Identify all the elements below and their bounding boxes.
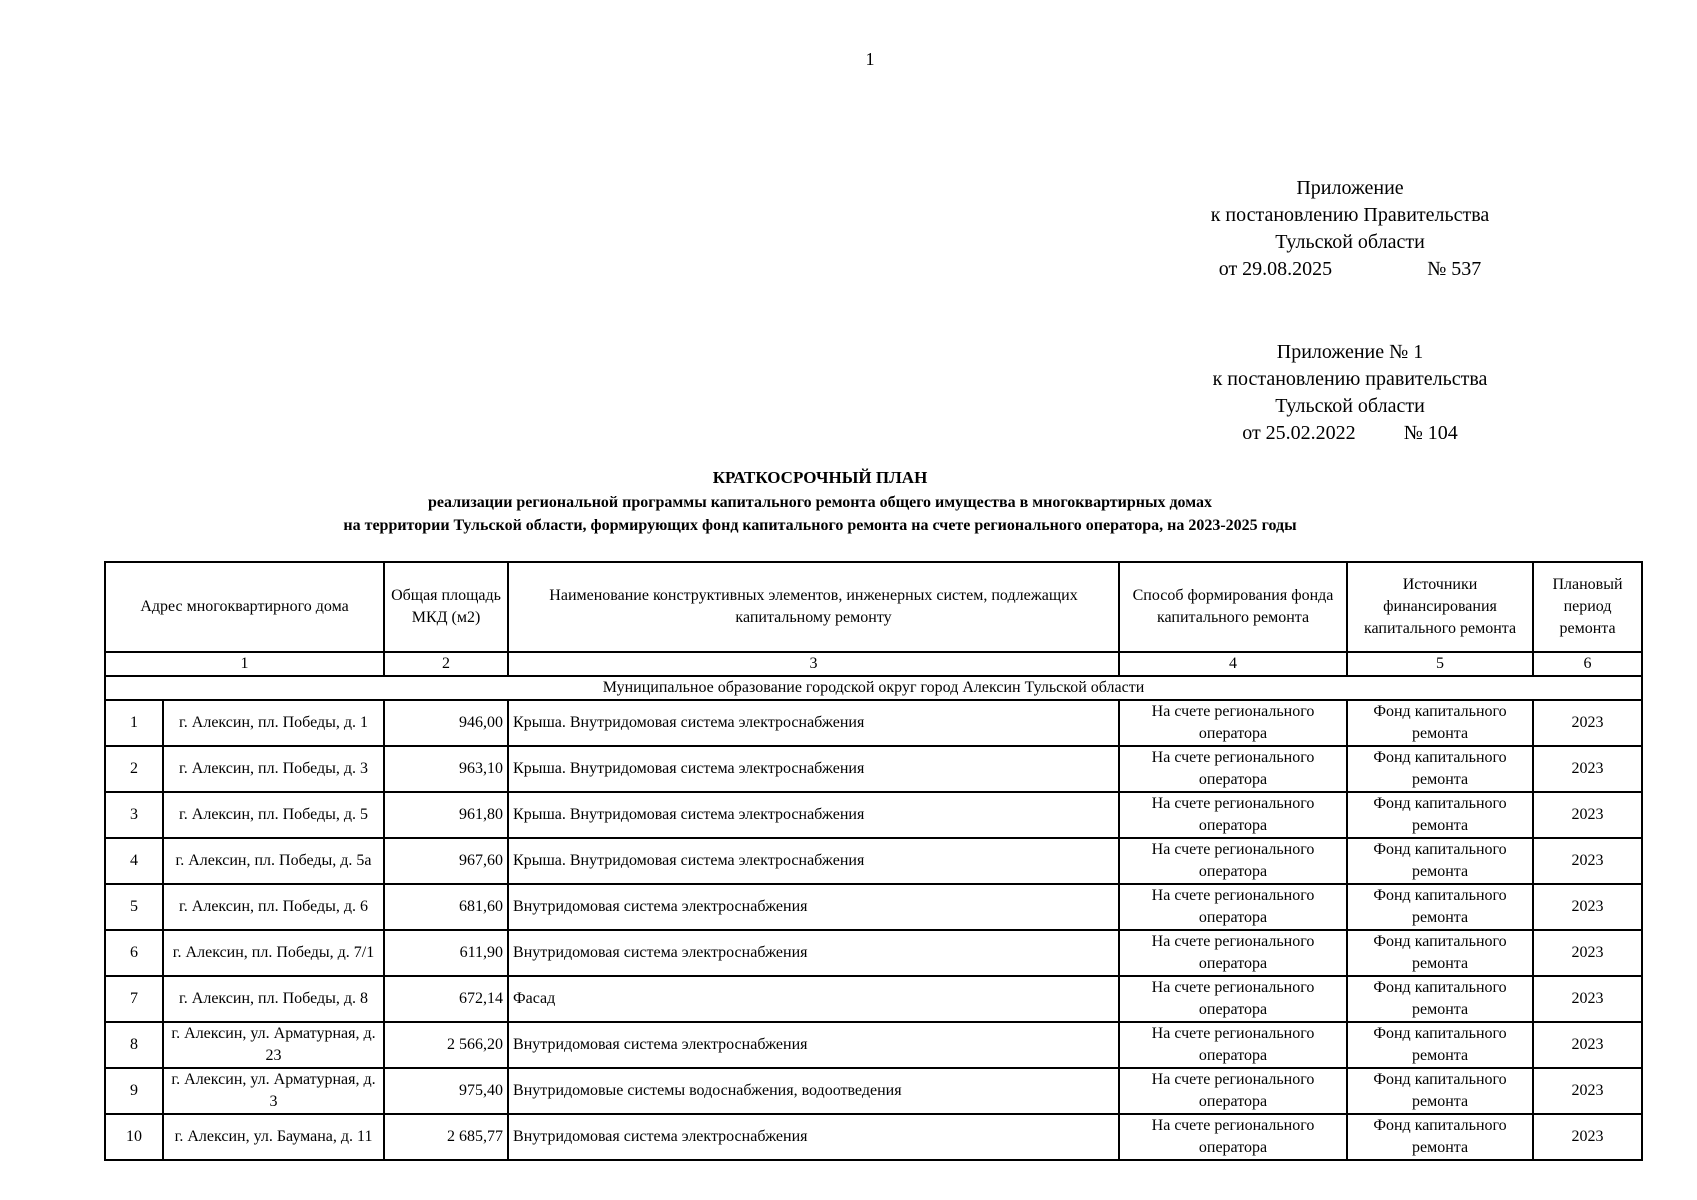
- table-row: [105, 700, 1642, 746]
- row-elements: Внутридомовая система электроснабжения: [508, 930, 1119, 976]
- row-method: На счете регионального оператора: [1119, 1068, 1347, 1114]
- page-number: 1: [865, 49, 875, 69]
- row-area: 961,80: [384, 792, 508, 838]
- table-row: [105, 976, 1642, 1022]
- annex-current-line2: к постановлению Правительства: [1210, 204, 1490, 226]
- annex-current-date: от 29.08.2025: [1218, 258, 1333, 280]
- row-number: 4: [105, 838, 163, 884]
- row-elements: Крыша. Внутридомовая система электроснабжения: [508, 700, 1119, 746]
- row-source: Фонд капитального ремонта: [1347, 976, 1533, 1022]
- row-number: 3: [105, 792, 163, 838]
- row-address: г. Алексин, ул. Арматурная, д. 3: [163, 1068, 384, 1114]
- table-row: [105, 930, 1642, 976]
- row-source: Фонд капитального ремонта: [1347, 746, 1533, 792]
- annex-current-line3: Тульской области: [1275, 231, 1425, 253]
- annex-original-dateline: [1180, 420, 1520, 447]
- row-method: На счете регионального оператора: [1119, 792, 1347, 838]
- column-number-row: [105, 652, 1642, 676]
- row-source: Фонд капитального ремонта: [1347, 792, 1533, 838]
- row-address: г. Алексин, пл. Победы, д. 8: [163, 976, 384, 1022]
- row-area: 2 566,20: [384, 1022, 508, 1068]
- document-subtitle-line2: на территории Тульской области, формирующих фонд капитального ремонта на счете регионального оператора, на 2023-2025 годы: [343, 517, 1297, 534]
- row-source: Фонд капитального ремонта: [1347, 1114, 1533, 1160]
- annex-current-number: № 537: [1427, 258, 1482, 280]
- row-address: г. Алексин, пл. Победы, д. 6: [163, 884, 384, 930]
- column-number: 2: [384, 652, 508, 676]
- row-source: Фонд капитального ремонта: [1347, 838, 1533, 884]
- row-method: На счете регионального оператора: [1119, 976, 1347, 1022]
- row-number: 6: [105, 930, 163, 976]
- annex-original-number: № 104: [1403, 422, 1458, 444]
- row-method: На счете регионального оператора: [1119, 884, 1347, 930]
- column-number: 4: [1119, 652, 1347, 676]
- row-area: 967,60: [384, 838, 508, 884]
- table-header-row: [105, 562, 1642, 652]
- row-elements: Внутридомовая система электроснабжения: [508, 1114, 1119, 1160]
- row-source: Фонд капитального ремонта: [1347, 1068, 1533, 1114]
- row-period: 2023: [1533, 1068, 1642, 1114]
- municipality-name: Муниципальное образование городской округ город Алексин Тульской области: [105, 676, 1642, 700]
- table-row: [105, 1114, 1642, 1160]
- row-number: 5: [105, 884, 163, 930]
- row-area: 672,14: [384, 976, 508, 1022]
- table-row: [105, 792, 1642, 838]
- row-address: г. Алексин, пл. Победы, д. 3: [163, 746, 384, 792]
- row-number: 2: [105, 746, 163, 792]
- header-address: Адрес многоквартирного дома: [105, 562, 384, 652]
- row-area: 611,90: [384, 930, 508, 976]
- row-area: 2 685,77: [384, 1114, 508, 1160]
- table-row: [105, 1022, 1642, 1068]
- row-address: г. Алексин, ул. Арматурная, д. 23: [163, 1022, 384, 1068]
- row-number: 7: [105, 976, 163, 1022]
- document-subtitle-line1: реализации региональной программы капитального ремонта общего имущества в многоквартирных домах: [427, 494, 1213, 511]
- row-source: Фонд капитального ремонта: [1347, 930, 1533, 976]
- table-row: [105, 1068, 1642, 1114]
- row-method: На счете регионального оператора: [1119, 700, 1347, 746]
- table-row: [105, 838, 1642, 884]
- row-elements: Крыша. Внутридомовая система электроснабжения: [508, 746, 1119, 792]
- row-area: 963,10: [384, 746, 508, 792]
- column-number: 6: [1533, 652, 1642, 676]
- row-area: 946,00: [384, 700, 508, 746]
- header-period: Плановый период ремонта: [1533, 562, 1642, 652]
- annex-original-title: Приложение № 1: [1276, 341, 1424, 363]
- row-method: На счете регионального оператора: [1119, 838, 1347, 884]
- row-period: 2023: [1533, 838, 1642, 884]
- row-address: г. Алексин, пл. Победы, д. 5: [163, 792, 384, 838]
- row-method: На счете регионального оператора: [1119, 746, 1347, 792]
- header-area: Общая площадь МКД (м2): [384, 562, 508, 652]
- row-period: 2023: [1533, 792, 1642, 838]
- row-number: 9: [105, 1068, 163, 1114]
- row-period: 2023: [1533, 1022, 1642, 1068]
- municipality-row: [105, 676, 1642, 700]
- row-method: На счете регионального оператора: [1119, 1022, 1347, 1068]
- row-area: 681,60: [384, 884, 508, 930]
- row-period: 2023: [1533, 700, 1642, 746]
- row-number: 1: [105, 700, 163, 746]
- row-period: 2023: [1533, 746, 1642, 792]
- column-number: 5: [1347, 652, 1533, 676]
- row-elements: Фасад: [508, 976, 1119, 1022]
- row-period: 2023: [1533, 930, 1642, 976]
- row-elements: Внутридомовая система электроснабжения: [508, 1022, 1119, 1068]
- annex-current-block: [1180, 175, 1520, 283]
- row-method: На счете регионального оператора: [1119, 1114, 1347, 1160]
- row-source: Фонд капитального ремонта: [1347, 1022, 1533, 1068]
- row-period: 2023: [1533, 884, 1642, 930]
- table-row: [105, 746, 1642, 792]
- row-elements: Внутридомовая система электроснабжения: [508, 884, 1119, 930]
- row-address: г. Алексин, пл. Победы, д. 7/1: [163, 930, 384, 976]
- row-number: 8: [105, 1022, 163, 1068]
- header-method: Способ формирования фонда капитального ремонта: [1119, 562, 1347, 652]
- annex-original-line2: к постановлению правительства: [1212, 368, 1488, 390]
- column-number: 3: [508, 652, 1119, 676]
- row-period: 2023: [1533, 976, 1642, 1022]
- row-source: Фонд капитального ремонта: [1347, 700, 1533, 746]
- row-period: 2023: [1533, 1114, 1642, 1160]
- annex-current-title: Приложение: [1296, 177, 1404, 199]
- document-heading: КРАТКОСРОЧНЫЙ ПЛАН: [712, 468, 928, 487]
- row-address: г. Алексин, пл. Победы, д. 1: [163, 700, 384, 746]
- row-address: г. Алексин, пл. Победы, д. 5а: [163, 838, 384, 884]
- row-elements: Крыша. Внутридомовая система электроснабжения: [508, 792, 1119, 838]
- row-elements: Внутридомовые системы водоснабжения, водоотведения: [508, 1068, 1119, 1114]
- row-elements: Крыша. Внутридомовая система электроснабжения: [508, 838, 1119, 884]
- header-elements: Наименование конструктивных элементов, инженерных систем, подлежащих капитальному ремонту: [508, 562, 1119, 652]
- row-source: Фонд капитального ремонта: [1347, 884, 1533, 930]
- table-row: [105, 884, 1642, 930]
- row-address: г. Алексин, ул. Баумана, д. 11: [163, 1114, 384, 1160]
- header-source: Источники финансирования капитального ремонта: [1347, 562, 1533, 652]
- column-number: 1: [105, 652, 384, 676]
- row-method: На счете регионального оператора: [1119, 930, 1347, 976]
- annex-original-block: [1180, 339, 1520, 447]
- row-area: 975,40: [384, 1068, 508, 1114]
- annex-current-dateline: [1180, 256, 1520, 283]
- annex-original-date: от 25.02.2022: [1242, 422, 1356, 444]
- row-number: 10: [105, 1114, 163, 1160]
- annex-original-line3: Тульской области: [1275, 395, 1425, 417]
- plan-table: [104, 561, 1643, 1161]
